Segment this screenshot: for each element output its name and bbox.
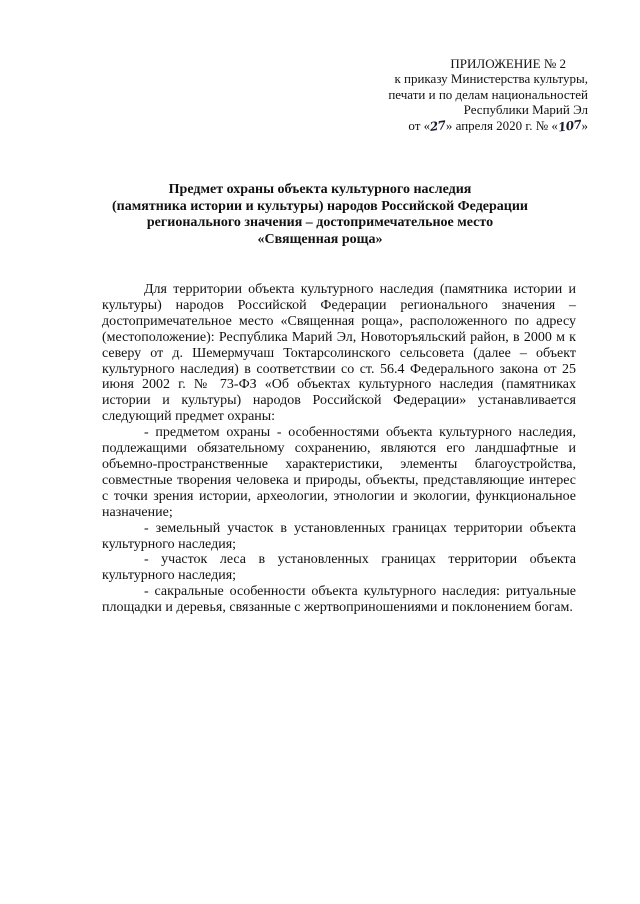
date-middle: » апреля 2020 г. № « bbox=[445, 117, 558, 133]
list-item-land-plot: - земельный участок в установленных границах территории объекта культурного наследия; bbox=[102, 520, 576, 552]
appendix-block bbox=[288, 56, 588, 134]
appendix-heading: ПРИЛОЖЕНИЕ № 2 bbox=[450, 56, 566, 71]
title-line-4: «Священная роща» bbox=[257, 231, 383, 247]
document-title bbox=[60, 182, 580, 248]
handwritten-number: 107 bbox=[556, 117, 583, 135]
appendix-line-1: к приказу Министерства культуры, bbox=[394, 71, 588, 87]
list-item-sacral: - сакральные особенности объекта культурного наследия: ритуальные площадки и деревья, связанные с жертвоприношениями и поклонением богам. bbox=[102, 584, 576, 616]
title-line-2: (памятника истории и культуры) народов Российской Федерации bbox=[112, 198, 528, 214]
document-body bbox=[102, 282, 576, 616]
title-line-3: регионального значения – достопримечательное место bbox=[146, 215, 494, 230]
date-suffix: » bbox=[581, 117, 588, 133]
appendix-line-2: печати и по делам национальностей bbox=[388, 86, 588, 102]
appendix-line-3: Республики Марий Эл bbox=[463, 102, 588, 118]
date-prefix: от « bbox=[408, 117, 431, 133]
intro-paragraph: Для территории объекта культурного наследия (памятника истории и культуры) народов Российской Федерации регионального значения – достопримечательное место «Священная роща», расположенного по адресу (местоположение): Республика Марий Эл, Новоторъяльский район, в 2000 м к северу от д. Шемермучаш Токтарсолинского сельсовета (далее – объект культурного наследия) в соответствии со ст. 56.4 Федерального закона от 25 июня 2002 г. № 73-ФЗ «Об объектах культурного наследия (памятниках истории и культуры) народов Российской Федерации» устанавливается следующий предмет охраны: bbox=[102, 282, 576, 425]
appendix-date-line bbox=[288, 118, 588, 134]
handwritten-day: 27 bbox=[429, 117, 447, 134]
title-line-1: Предмет охраны объекта культурного наследия bbox=[168, 182, 472, 197]
list-item-subject: - предметом охраны - особенностями объекта культурного наследия, подлежащими обязательному сохранению, являются его ландшафтные и объемно-пространственные характеристики, элементы благоустройства, совместные творения человека и природы, объекты, представляющие интерес с точки зрения истории, археологии, этнологии и экологии, функциональное назначение; bbox=[102, 425, 576, 520]
list-item-forest-plot: - участок леса в установленных границах территории объекта культурного наследия; bbox=[102, 552, 576, 584]
